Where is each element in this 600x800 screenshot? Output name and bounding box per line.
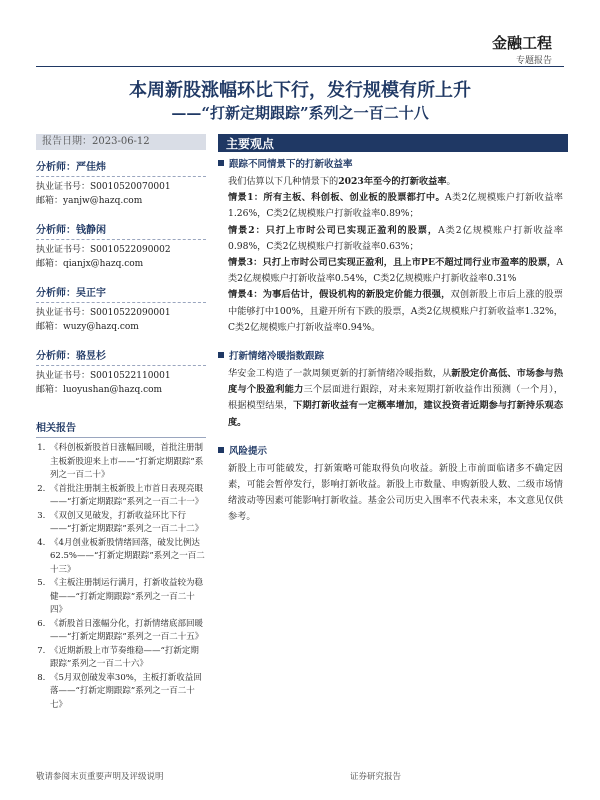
scenario-bold: 情景4：为事后估计，假设机构的新股定价能力很强， (228, 289, 451, 301)
analyst-block (36, 158, 206, 208)
related-report-item[interactable]: 6. 《新股首日涨幅分化，打新情绪底部回暖——“打新定期跟踪”系列之一百二十五》 (48, 618, 206, 645)
scenario-text: A类2亿规模账户打新收益率0.98%，C类2亿规模账户打新收益率0.63%； (228, 224, 563, 252)
section-heading-text: 打新情绪冷暖指数跟踪 (229, 351, 325, 363)
analyst-cert: 执业证书号：S0010522090001 (36, 308, 171, 318)
analyst-email: 邮箱：yanjw@hazq.com (36, 196, 143, 206)
section-paragraph (218, 174, 563, 190)
related-reports (36, 419, 206, 712)
main-points-body (218, 156, 563, 526)
section-heading (218, 348, 563, 362)
footer-disclaimer: 敬请参阅末页重要声明及评级说明 (36, 772, 164, 782)
para-text: 华安金工构造了一款周频更新的打新情绪冷暖指数，从 (228, 368, 452, 380)
scenario-paragraph (218, 190, 563, 222)
section-heading-text: 风险提示 (229, 445, 268, 457)
analyst-cert: 执业证书号：S0010522110001 (36, 371, 171, 381)
analyst-block (36, 347, 206, 397)
analyst-email: 邮箱：qianjx@hazq.com (36, 259, 144, 269)
left-sidebar (36, 158, 206, 712)
related-report-item[interactable]: 8. 《5月双创破发率30%，主板打新收益回落——“打新定期跟踪”系列之一百二十七》 (48, 672, 206, 713)
scenario-paragraph (218, 287, 563, 336)
risk-paragraph: 新股上市可能破发，打新策略可能取得负向收益。新股上市前面临诸多不确定因素，可能会暂停发行，影响打新收益。新股上市数量、申购新股人数、二级市场情绪波动等因素可能影响打新收益。基金公司历史入围率不代表未来，本文意见仅供参考。 (228, 462, 563, 523)
main-points-title: 主要观点 (226, 137, 275, 151)
analyst-email: 邮箱：wuzy@hazq.com (36, 322, 139, 332)
analyst-email: 邮箱：luoyushan@hazq.com (36, 385, 163, 395)
related-report-item[interactable]: 7. 《近期新股上市节奏维稳——“打新定期跟踪”系列之一百二十六》 (48, 645, 206, 672)
related-report-item[interactable]: 4. 《4月创业板新股情绪回落，破发比例达62.5%——“打新定期跟踪”系列之一百二十三》 (48, 537, 206, 578)
related-reports-title: 相关报告 (36, 419, 206, 438)
related-report-item[interactable]: 5. 《主板注册制运行满月，打新收益较为稳健——“打新定期跟踪”系列之一百二十四》 (48, 577, 206, 618)
square-bullet-icon (218, 352, 224, 358)
scenario-bold: 情景1：所有主板、科创板、创业板的股票都打中。 (228, 192, 446, 204)
analyst-name: 分析师：骆昱杉 (36, 347, 206, 366)
related-report-item[interactable]: 3. 《双创又见破发，打新收益环比下行——“打新定期跟踪”系列之一百二十二》 (48, 510, 206, 537)
footer-label: 证券研究报告 (350, 772, 402, 782)
section-paragraph (218, 366, 563, 431)
analyst-cert: 执业证书号：S0010522090002 (36, 245, 171, 255)
analyst-block (36, 284, 206, 334)
para-text: 三个层面进行跟踪，对未来短期打新收益作出预测（一个月），根据模型结果， (228, 384, 564, 412)
brand-title: 金融工程 (491, 34, 552, 52)
section-heading (218, 156, 563, 170)
report-date: 报告日期：2023-06-12 (36, 134, 206, 150)
related-report-item[interactable]: 2. 《首批注册制主板新股上市首日表现亮眼——“打新定期跟踪”系列之一百二十一》 (48, 483, 206, 510)
analyst-name: 分析师：钱静闲 (36, 221, 206, 240)
scenario-bold: 情景3：只打上市时公司已实现正盈利，且上市PE不超过同行业市盈率的股票， (228, 257, 557, 269)
analyst-name: 分析师：严佳炜 (36, 158, 206, 177)
para-bold: 下期打新收益有一定概率增加，建议投资者近期参与打新持乐观态度。 (228, 400, 564, 428)
scenario-text: A类2亿规模账户打新收益率0.54%，C类2亿规模账户打新收益率0.31% (228, 257, 563, 285)
intro-end: 。 (446, 176, 456, 187)
para-bold: 新股定价高低、市场参与热度与个股盈利能力 (228, 368, 564, 396)
intro-text: 我们估算以下几种情景下的 (228, 176, 339, 187)
analyst-name: 分析师：吴正宇 (36, 284, 206, 303)
scenario-paragraph (218, 255, 563, 287)
scenario-text: 双创新股上市后上涨的股票中能够打中100%，且避开所有下跌的股票，A类2亿规模账户打新收益率1.32%，C类2亿规模账户打新收益率0.94%。 (228, 289, 563, 333)
header-divider (36, 66, 564, 67)
report-title: 本周新股涨幅环比下行，发行规模有所上升 (129, 80, 471, 101)
square-bullet-icon (218, 160, 224, 166)
scenario-paragraph (218, 223, 563, 255)
scenario-text: A类2亿规模账户打新收益率1.26%，C类2亿规模账户打新收益率0.89%； (228, 192, 563, 220)
square-bullet-icon (218, 447, 224, 453)
related-reports-list (36, 442, 206, 712)
analyst-block (36, 221, 206, 271)
report-category: 专题报告 (515, 56, 552, 66)
report-subtitle: ——“打新定期跟踪”系列之一百二十八 (171, 104, 429, 122)
section-heading-text: 跟踪不同情景下的打新收益率 (229, 159, 353, 170)
intro-bold: 2023年至今的打新收益率 (338, 176, 447, 187)
related-report-item[interactable]: 1. 《科创板新股首日涨幅回暖，首批注册制主板新股迎来上市——“打新定期跟踪”系列之一百二十》 (48, 442, 206, 483)
scenario-bold: 情景2：只打上市时公司已实现正盈利的股票， (228, 224, 439, 236)
section-heading (218, 443, 563, 457)
analyst-cert: 执业证书号：S0010520070001 (36, 182, 171, 192)
